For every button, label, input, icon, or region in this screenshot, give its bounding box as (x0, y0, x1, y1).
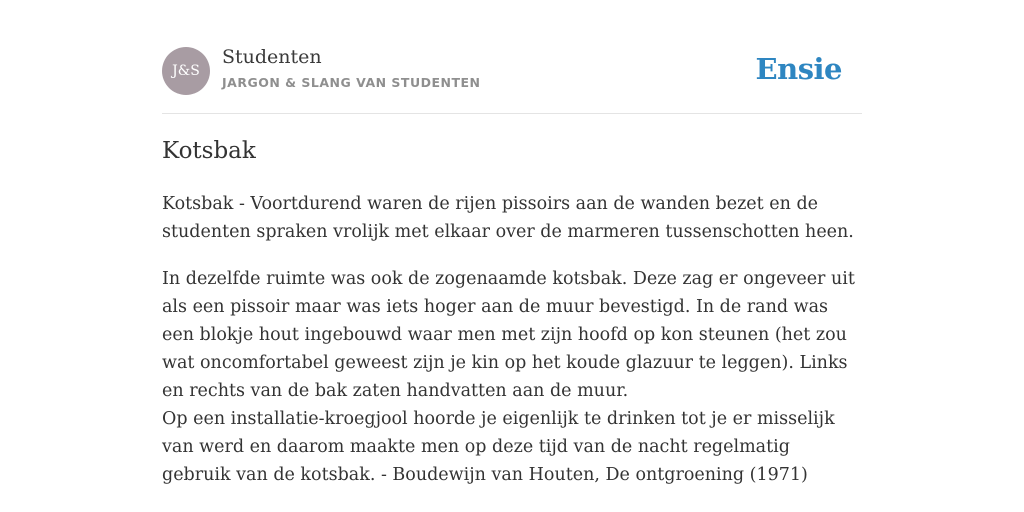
avatar-initials: J&S (172, 63, 200, 79)
entry-paragraph-2: In dezelfde ruimte was ook de zogenaamde kotsbak. Deze zag er ongeveer uit als een pissoir maar was iets hoger aan de muur bevestigd. In de rand was een blokje hout ingebouwd waar men met zijn hoofd op kon steunen (het zou wat oncomfortabel geweest zijn je kin op het koude glazuur te leggen). Links en rechts van de bak zaten handvatten aan de muur. (162, 269, 855, 401)
entry-title: Kotsbak (162, 138, 256, 164)
dictionary-name[interactable]: Studenten (222, 46, 322, 68)
dictionary-subtitle: JARGON & SLANG VAN STUDENTEN (222, 75, 481, 90)
entry-body (162, 190, 862, 489)
ensie-logo[interactable]: Ensie (755, 52, 842, 86)
entry-paragraph-1: Kotsbak - Voortdurend waren de rijen pissoirs aan de wanden bezet en de studenten spraken vrolijk met elkaar over de marmeren tussenschotten heen. (162, 194, 854, 242)
header (162, 0, 862, 114)
page (162, 0, 862, 512)
dictionary-avatar[interactable] (162, 47, 210, 95)
entry-paragraph-3: Op een installatie-kroegjool hoorde je eigenlijk te drinken tot je er misselijk van werd en daarom maakte men op deze tijd van de nacht regelmatig gebruik van de kotsbak. - Boudewijn van Houten, De ontgroening (1971) (162, 409, 835, 485)
